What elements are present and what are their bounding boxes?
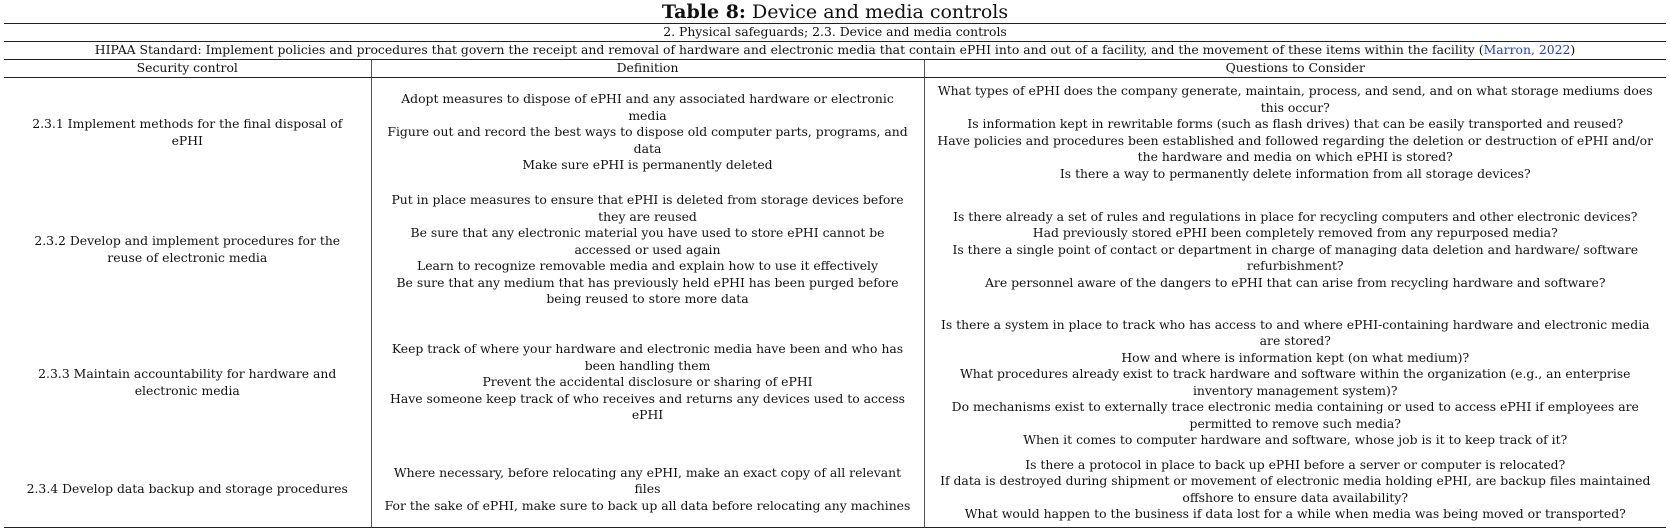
question-item: What would happen to the business if data lost for a while when media was being moved or transported? (964, 506, 1626, 521)
table-caption (0, 1, 1670, 23)
question-item: Is information kept in rewritable forms (such as flash drives) that can be easily transported and reused? (967, 116, 1624, 131)
questions-cell (924, 78, 1666, 188)
device-media-controls-table (4, 23, 1666, 528)
header-row (4, 60, 1666, 78)
subheading-row (4, 24, 1666, 42)
table-row (4, 313, 1666, 453)
question-item: Do mechanisms exist to externally trace electronic media containing or used to access ePHI if employees are permitted to remove such media? (951, 399, 1639, 431)
definition-item: Adopt measures to dispose of ePHI and any associated hardware or electronic media (401, 91, 894, 123)
definition-item: Put in place measures to ensure that ePHI is deleted from storage devices before they are reused (391, 192, 904, 224)
table-row (4, 453, 1666, 528)
question-item: Are personnel aware of the dangers to ePHI that can arise from recycling hardware and software? (984, 274, 1606, 290)
question-item: Have policies and procedures been established and followed regarding the deletion or destruction of ePHI and/or the hardware and media on which ePHI is stored? (937, 132, 1654, 164)
question-item: What types of ePHI does the company generate, maintain, process, and send, and on what storage mediums does this occur? (937, 83, 1653, 115)
definition-item: Be sure that any electronic material you have used to store ePHI cannot be accessed or used again (410, 225, 885, 257)
table-caption-label: Table 8: (661, 1, 746, 23)
table-caption-text: Device and media controls (751, 1, 1009, 23)
standard-text: HIPAA Standard: Implement policies and procedures that govern the receipt and removal of hardware and electronic media that contain ePHI into and out of a facility, and the movement of these items within the facility ( (94, 42, 1484, 58)
question-item: How and where is information kept (on what medium)? (1121, 349, 1470, 365)
definition-item: For the sake of ePHI, make sure to back up all data before relocating any machines (384, 497, 911, 513)
citation-link[interactable]: Marron, 2022 (1483, 42, 1571, 58)
security-control-cell: 2.3.2 Develop and implement procedures for the reuse of electronic media (4, 187, 371, 313)
question-item: Is there a single point of contact or department in charge of managing data deletion and hardware/ software refurbishment? (952, 241, 1639, 273)
definition-item: Make sure ePHI is permanently deleted (522, 157, 773, 173)
header-security-control: Security control (4, 60, 371, 78)
header-definition: Definition (371, 60, 924, 78)
question-item: Is there a protocol in place to back up ePHI before a server or computer is relocated? (1025, 456, 1566, 472)
definition-cell (371, 313, 924, 453)
definition-cell (371, 78, 924, 188)
definition-item: Have someone keep track of who receives and returns any devices used to access ePHI (390, 390, 905, 423)
definition-item: Learn to recognize removable media and explain how to use it effectively (416, 258, 879, 273)
table-body (4, 78, 1666, 528)
definition-item: Figure out and record the best ways to dispose old computer parts, programs, and data (387, 124, 908, 156)
subheading-cell: 2. Physical safeguards; 2.3. Device and media controls (4, 24, 1666, 42)
table-row (4, 78, 1666, 188)
security-control-cell: 2.3.3 Maintain accountability for hardware and electronic media (4, 313, 371, 453)
question-item: If data is destroyed during shipment or movement of electronic media holding ePHI, are backup files maintained offshore to ensure data availability? (940, 473, 1651, 505)
table-row (4, 187, 1666, 313)
definition-item: Be sure that any medium that has previously held ePHI has been purged before being reused to store more data (396, 274, 899, 306)
question-item: Is there a way to permanently delete information from all storage devices? (1059, 165, 1531, 181)
security-control-cell: 2.3.4 Develop data backup and storage procedures (4, 453, 371, 528)
question-item: Had previously stored ePHI been completely removed from any repurposed media? (1032, 225, 1558, 240)
definition-item: Prevent the accidental disclosure or sharing of ePHI (482, 374, 813, 390)
definition-cell (371, 453, 924, 528)
security-control-cell: 2.3.1 Implement methods for the final disposal of ePHI (4, 78, 371, 188)
header-questions: Questions to Consider (924, 60, 1666, 78)
standard-close: ) (1570, 42, 1576, 58)
question-item: Is there already a set of rules and regulations in place for recycling computers and other electronic devices? (953, 208, 1638, 224)
question-item: When it comes to computer hardware and software, whose job is it to keep track of it? (1023, 432, 1568, 447)
definition-item: Keep track of where your hardware and electronic media have been and who has been handling them (391, 341, 904, 373)
standard-row (4, 42, 1666, 60)
question-item: Is there a system in place to track who has access to and where ePHI-containing hardware and electronic media are stored? (940, 316, 1650, 348)
definition-cell (371, 187, 924, 313)
definition-item: Where necessary, before relocating any ePHI, make an exact copy of all relevant files (393, 464, 902, 497)
questions-cell (924, 187, 1666, 313)
question-item: What procedures already exist to track hardware and software within the organization (e.g., an enterprise inventory management system)? (959, 366, 1631, 398)
standard-cell (4, 42, 1666, 60)
questions-cell (924, 453, 1666, 528)
questions-cell (924, 313, 1666, 453)
